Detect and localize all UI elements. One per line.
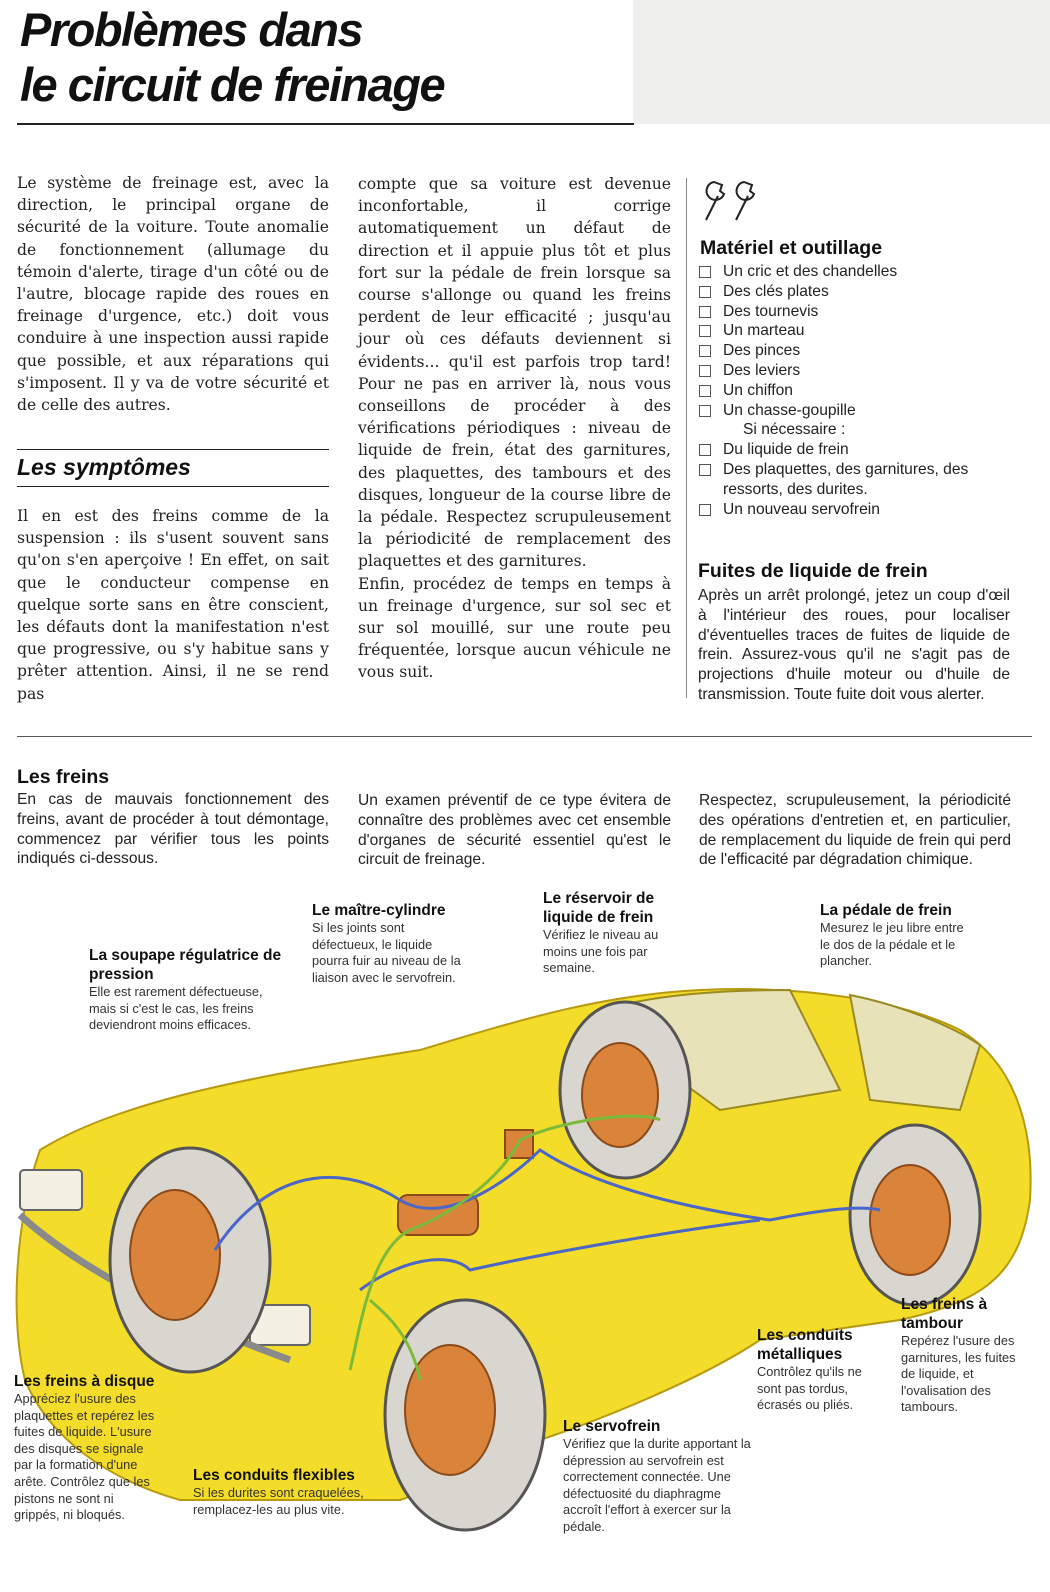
tools-if-needed-label [697,420,1027,440]
checkbox-icon [699,306,711,318]
tools-checklist-item [697,262,1027,282]
tools-item-label: Un chasse-goupille [723,401,856,419]
wrenches-icon [700,176,780,229]
callout-reservoir: Le réservoir de liquide de frein Vérifiez le niveau au moins une fois par semaine. [543,890,659,976]
tools-checklist-item [697,381,1027,401]
symptoms-heading: Les symptômes [17,454,191,480]
tools-checklist-item [697,321,1027,341]
callout-conduits-metalliques: Les conduits métalliques Contrôlez qu'ils ne sont pas tordus, écrasés ou pliés. [757,1327,862,1413]
title-line-1: Problèmes dans [20,3,363,56]
callout-conduits-flexibles: Les conduits flexibles Si les durites sont craquelées, remplacez-les au plus vite. [193,1467,364,1517]
symptoms-text: Il en est des freins comme de la suspension : ils s'usent souvent sans qu'on s'en aperçoive ! En effet, on sait que le conducteur compense en quelque sorte sans en être conscient, les défauts dont la manifestation n'est que progressive, ou s'y habitue sans y prêter attention. Ainsi, il ne se rend pas [17,507,329,703]
title-line-2: le circuit de freinage [20,58,445,111]
brakes-col-2: Un examen préventif de ce type évitera de connaître des problèmes avec cet ensemble d'organes de sécurité essentiel qu'est le circuit de freinage. [358,792,671,869]
header-grey-panel [633,0,1050,124]
section-rule [17,736,1032,737]
tools-checklist-item [697,401,1027,421]
tools-checklist-item [697,302,1027,322]
callout-pedale: La pédale de frein Mesurez le jeu libre entre le dos de la pédale et le plancher. [820,902,964,969]
tools-checklist-item [697,460,1027,500]
tools-item-label: Un marteau [723,322,805,340]
page-title [20,2,444,112]
brakes-col-1: En cas de mauvais fonctionnement des freins, avant de procéder à tout démontage, commencez par vérifier tous les points indiqués ci-dessous. [17,791,329,868]
checkbox-icon [699,405,711,417]
intro-column-1: Le système de freinage est, avec la direction, le principal organe de sécurité de la voiture. Toute anomalie de fonctionnement (allumage du témoin d'alerte, tirage d'un côté ou de l'autre, blocage rapide des roues en freinage d'urgence, etc.) doit vous conduire à une inspection aussi rapide que possible, et aux réparations qui s'imposent. Il y va de votre sécurité et de celle des autres. [17,174,329,415]
callout-soupape: La soupape régulatrice de pression Elle est rarement défectueuse, mais si c'est le cas, les freins deviendront moins efficaces. [89,947,282,1033]
tools-checklist-item [697,341,1027,361]
column-divider [686,178,687,698]
symptoms-underline [17,486,329,487]
tools-item-label: Un chiffon [723,381,793,399]
callout-freins-disque: Les freins à disque Appréciez l'usure des plaquettes et repérez les fuites de liquide. L'usure des disques se signale par la formation d'une arête. Contrôlez que les pistons ne sont ni grippés, ni bloqués. [14,1373,155,1523]
rear-right-wheel [850,1125,980,1305]
checkbox-icon [699,286,711,298]
brakes-heading: Les freins [17,766,110,788]
symptoms-rule [17,449,329,450]
headlight-left [20,1170,82,1210]
tools-item-label: Un cric et des chandelles [723,263,898,280]
tools-item-label: Des clés plates [723,282,829,300]
tools-checklist-item [697,361,1027,381]
callout-servofrein: Le servofrein Vérifiez que la durite apportant la dépression au servofrein est correctement connectée. Une défectuosité du diaphragme accroît l'effort à exercer sur la pédale. [563,1418,751,1534]
tools-checklist-item [697,500,1027,520]
tools-item-label: Des leviers [723,361,801,379]
tools-list [697,262,1027,519]
tools-checklist-item [697,440,1027,460]
checkbox-icon [699,504,711,516]
tools-item-label: Un nouveau servofrein [723,500,880,518]
callout-maitre-cylindre: Le maître-cylindre Si les joints sont défectueux, le liquide pourra fuir au niveau de la liaison avec le servofrein. [312,902,461,985]
callout-freins-tambour: Les freins à tambour Repérez l'usure des garnitures, les fuites de liquide, et l'ovalisation des tambours. [901,1296,1016,1415]
rear-left-wheel [560,1002,690,1178]
front-left-wheel [110,1148,270,1372]
tools-checklist-item [697,282,1027,302]
tools-item-label: Des pinces [723,342,801,360]
checkbox-icon [699,266,711,278]
title-rule [17,123,634,125]
tools-item-label: Des plaquettes, des garnitures, des ressorts, des durites. [723,460,969,498]
tools-item-label: Du liquide de frein [723,441,849,459]
checkbox-icon [699,385,711,397]
front-right-wheel [385,1300,545,1530]
intro-column-2: compte que sa voiture est devenue inconfortable, il corrige automatiquement un défaut de direction et il appuie plus tôt et plus fort sur la pédale de frein lorsque sa course s'allonge ou quand les freins perdent de leur efficacité ; jusqu'au jour où ces défauts deviennent si évidents... qu'il est parfois trop tard! Pour ne pas en arriver là, nous vous conseillons de procéder à des vérifications périodiques : niveau de liquide de frein, état des garnitures, des plaquettes, des tambours et des disques, longueur de la course libre de la pédale. Respectez scrupuleusement la périodicité de remplacement des plaquettes et des garnitures. Enfin, procédez de temps en temps à un freinage d'urgence, sur sol sec et sur sol mouillé, sur une route peu fréquentée, lorsque aucun véhicule ne vous suit. [358,175,671,682]
tools-heading: Matériel et outillage [700,237,883,259]
tools-item-label: Si nécessaire : [743,421,846,439]
checkbox-icon [699,325,711,337]
leaks-text: Après un arrêt prolongé, jetez un coup d'œil à l'intérieur des roues, pour localiser d'éventuelles traces de fuites de liquide de frein. Assurez-vous qu'il ne s'agit pas de projections d'huile moteur ou d'huile de transmission. Toute fuite doit vous alerter. [698,587,1010,703]
checkbox-icon [699,365,711,377]
brakes-col-3: Respectez, scrupuleusement, la périodicité des opérations d'entretien et, en particulier, de remplacement du liquide de frein qui perd de l'efficacité par dégradation chimique. [699,792,1011,869]
tools-item-label: Des tournevis [723,302,819,320]
checkbox-icon [699,464,711,476]
checkbox-icon [699,444,711,456]
leaks-heading: Fuites de liquide de frein [698,560,928,582]
checkbox-icon [699,345,711,357]
